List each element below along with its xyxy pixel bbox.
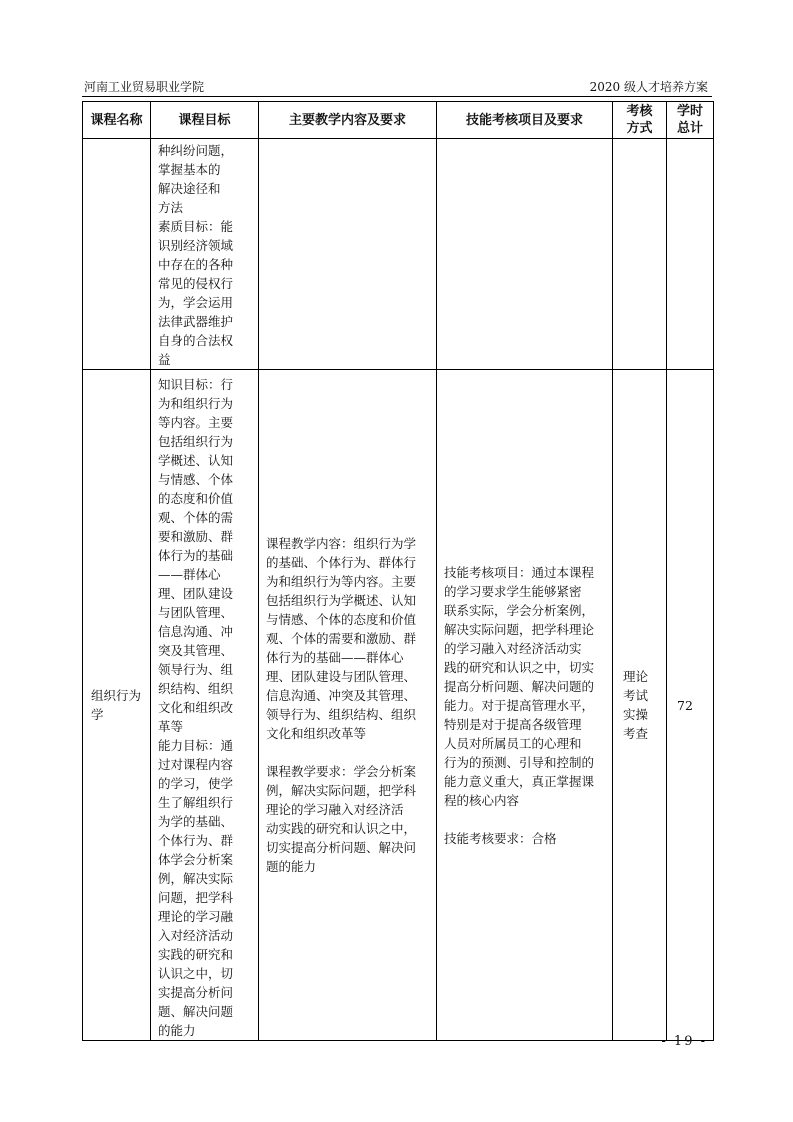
column-header: 技能考核项目及要求	[437, 102, 613, 139]
total-hours: 72	[667, 370, 714, 1041]
skill-assessment	[437, 139, 613, 370]
column-header: 考核 方式	[613, 102, 667, 139]
course-content	[259, 139, 437, 370]
column-header: 主要教学内容及要求	[259, 102, 437, 139]
column-header: 学时 总计	[667, 102, 714, 139]
school-name: 河南工业贸易职业学院	[84, 80, 205, 94]
column-header: 课程目标	[151, 102, 259, 139]
course-goal: 知识目标：行 为和组织行为 等内容。主要 包括组织行为 学概述、认知 与情感、个体 的态度和价值 观、个体的需 要和激励、群 体行为的基础 ——群体心 理、团队建设 与团队管理、 信息沟通、冲 突及其管理、 领导行为、组 织结构、组织 文化和组织改 革等 能力目标：通 过对课程内容 的学习，使学 生了解组织行 为学的基础、 个体行为、群 体学会分析案 例，解决实际 问题，把学科 理论的学习融 入对经济活动 实践的研究和 认识之中，切 实提高分析问 题、解决问题 的能力	[151, 370, 259, 1041]
page-number: - 19 -	[661, 1034, 707, 1049]
assessment-method: 理论 考试 实操 考查	[613, 370, 667, 1041]
column-header: 课程名称	[83, 102, 151, 139]
course-table	[82, 101, 714, 1041]
assessment-method	[613, 139, 667, 370]
course-name: 组织行为 学	[83, 370, 151, 1041]
course-content: 课程教学内容：组织行为学 的基础、个体行为、群体行 为和组织行为等内容。主要 包括组织行为学概述、认知 与情感、个体的态度和价值 观、个体的需要和激励、群 体行为的基础——群体心 理、团队建设与团队管理、 信息沟通、冲突及其管理、 领导行为、组织结构、组织 文化和组织改革等 课程教学要求：学会分析案 例，解决实际问题，把学科 理论的学习融入对经济活 动实践的研究和认识之中， 切实提高分析问题、解决问 题的能力	[259, 370, 437, 1041]
course-name	[83, 139, 151, 370]
table-row	[83, 370, 714, 1041]
course-goal: 种纠纷问题， 掌握基本的 解决途径和 方法 素质目标：能 识别经济领域 中存在的各种 常见的侵权行 为，学会运用 法律武器维护 自身的合法权 益	[151, 139, 259, 370]
skill-assessment: 技能考核项目：通过本课程 的学习要求学生能够紧密 联系实际，学会分析案例， 解决实际问题，把学科理论 的学习融入对经济活动实 践的研究和认识之中，切实 提高分析问题、解决问题的 能力。对于提高管理水平， 特别是对于提高各级管理 人员对所属员工的心理和 行为的预测、引导和控制的 能力意义重大，真正掌握课 程的核心内容 技能考核要求：合格	[437, 370, 613, 1041]
table-row	[83, 139, 714, 370]
document-title: 2020 级人才培养方案	[589, 80, 708, 94]
total-hours	[667, 139, 714, 370]
table-header-row	[83, 102, 714, 139]
page-header	[82, 78, 712, 97]
